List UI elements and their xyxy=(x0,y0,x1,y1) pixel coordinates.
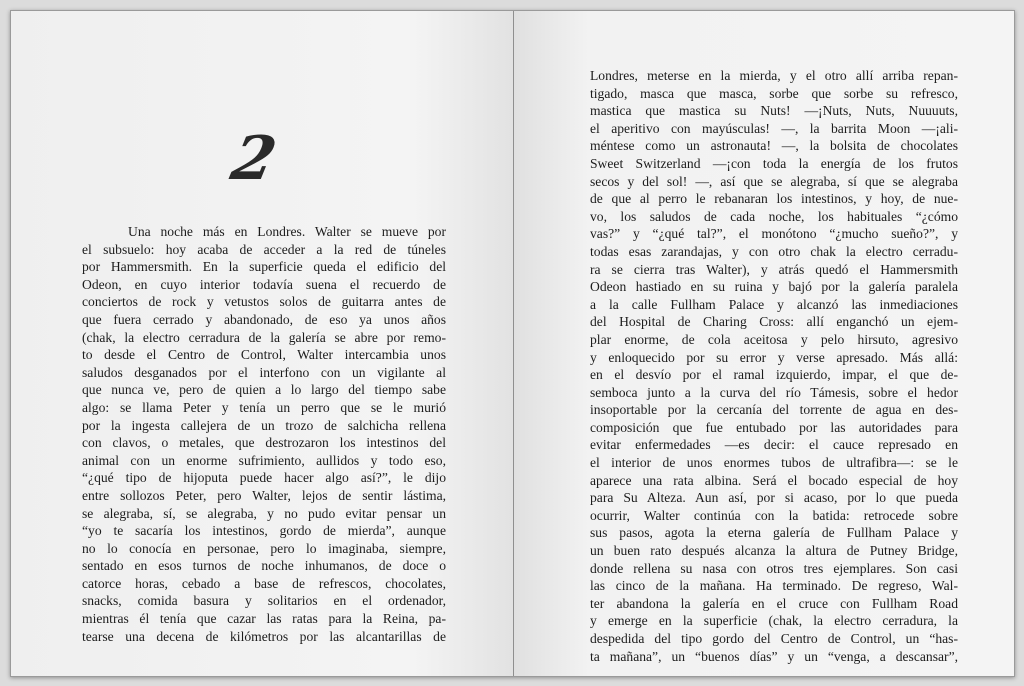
text-line: donde rellena su nasa con otros tres ejemplares. Son casi xyxy=(590,560,958,576)
text-line: sus pasos, agota la eterna galería de Fullham Palace y xyxy=(590,525,958,541)
text-line: snacks, comida basura y solitarios en el ordenador, xyxy=(82,593,446,609)
right-page xyxy=(514,11,1014,676)
text-line: ter abandona la galería en el cruce con Fullham Road xyxy=(590,595,958,611)
text-line: semboca junto a la curva del río Támesis, sobre el hedor xyxy=(590,384,958,400)
text-line: Odeon hastiado en su ruina y bajó por la galería paralela xyxy=(590,279,958,295)
text-line: (chak, la electro cerradura de la galería se abre por remo- xyxy=(82,329,446,345)
text-line: el aperitivo con mayúsculas! —, la barrita Moon —¡ali- xyxy=(590,120,958,136)
text-line: to desde el Centro de Control, Walter intercambia unos xyxy=(82,347,446,363)
text-line: para Su Alteza. Aun así, por si acaso, por lo que pueda xyxy=(590,490,958,506)
text-line: todas esas zarandajas, y con otro chak la electro cerradu- xyxy=(590,243,958,259)
right-page-body-text xyxy=(590,67,958,665)
text-line: por Hammersmith. En la superficie queda el edificio del xyxy=(82,259,446,275)
text-line: secos y del sol! —, así que se alegraba, sí que se alegraba xyxy=(590,173,958,189)
chapter-number: 2 xyxy=(225,124,283,194)
text-line: ocurrir, Walter continúa con la batida: retrocede sobre xyxy=(590,507,958,523)
text-line: a la calle Fullham Palace y alcanzó las inmediaciones xyxy=(590,296,958,312)
text-line: saludos desganados por el interfono con un vigilante al xyxy=(82,364,446,380)
text-line: vas?” y “¿qué tal?”, el monótono “¿mucho sueño?”, y xyxy=(590,226,958,242)
text-line: de que al perro le rebanaran los intestinos, y hoy, de nue- xyxy=(590,191,958,207)
text-line: entre sollozos Peter, pero Walter, lejos de sentir lástima, xyxy=(82,487,446,503)
text-line: evitar enfermedades —es decir: el cauce represado en xyxy=(590,437,958,453)
open-book xyxy=(10,10,1015,677)
text-line: aparece una rata albina. Será el bocado especial de hoy xyxy=(590,472,958,488)
text-line: Una noche más en Londres. Walter se mueve por xyxy=(128,224,446,239)
text-line: por la ingesta callejera de un trozo de salchicha rellena xyxy=(82,417,446,433)
text-line: en el desvío por el ramal izquierdo, impar, el que de- xyxy=(590,367,958,383)
text-line: Sweet Switzerland —¡con toda la energía de los frutos xyxy=(590,155,958,171)
text-line: plar enorme, de cola aceitosa y pelo hirsuto, agresivo xyxy=(590,331,958,347)
text-line: mastica que mastica su Nuts! —¡Nuts, Nuts, Nuuuuts, xyxy=(590,103,958,119)
text-line: catorce horas, cebado a base de refrescos, chocolates, xyxy=(82,575,446,591)
text-line: animal con un enorme sufrimiento, aullidos y todo eso, xyxy=(82,452,446,468)
text-line: Odeon, en cuyo interior todavía suena el recuerdo de xyxy=(82,276,446,292)
text-line: las cinco de la mañana. Ha terminado. De regreso, Wal- xyxy=(590,578,958,594)
text-line: mientras él tenía que cazar las ratas para la Reina, pa- xyxy=(82,611,446,627)
text-line: el subsuelo: hoy acaba de acceder a la red de túneles xyxy=(82,241,446,257)
text-line: méntese como un astronauta! —, la bolsita de chocolates xyxy=(590,138,958,154)
text-line: composición que fue entubado por las autoridades para xyxy=(590,419,958,435)
text-line: ta mañana”, un “buenos días” y un “venga, a descansar”, xyxy=(590,648,958,664)
text-line: y emerge en la superficie (chak, la electro cerradura, la xyxy=(590,613,958,629)
left-page-body-text xyxy=(82,223,446,645)
text-line: conciertos de rock y vetustos solos de guitarra antes de xyxy=(82,294,446,310)
text-line: que fuera cerrado y abandonado, de eso ya unos años xyxy=(82,311,446,327)
text-line: ra se cierra tras Walter), y atrás quedó el Hammersmith xyxy=(590,261,958,277)
text-line: Londres, meterse en la mierda, y el otro allí arriba repan- xyxy=(590,68,958,83)
text-line: tigado, masca que masca, sorbe que sorbe su refresco, xyxy=(590,85,958,101)
text-line: despedida del tipo gordo del Centro de Control, un “has- xyxy=(590,631,958,646)
text-line: “¿qué tipo de hijoputa puede hacer algo así?”, le dijo xyxy=(82,470,446,486)
text-line: sentado en esos turnos de noche inhumanos, de doce o xyxy=(82,558,446,574)
text-line: algo: se llama Peter y tenía un perro que se le murió xyxy=(82,399,446,415)
text-line: se alegraba, sí, se alegraba, y no pudo evitar pensar un xyxy=(82,505,446,521)
text-line: que nunca ve, pero de quien a lo largo del tiempo sabe xyxy=(82,382,446,398)
text-line: insoportable por la cercanía del torrente de agua en des- xyxy=(590,402,958,418)
left-page xyxy=(11,11,514,676)
text-line: del Hospital de Charing Cross: allí enganchó un ejem- xyxy=(590,314,958,330)
text-line: con clavos, o metales, que destrozaron los intestinos del xyxy=(82,435,446,451)
text-line: “yo te sacaría los intestinos, gordo de mierda”, aunque xyxy=(82,523,446,539)
text-line: no lo conocía en personae, pero lo imaginaba, siempre, xyxy=(82,540,446,556)
text-line: y enloquecido por su error y verse apresado. Más allá: xyxy=(590,349,958,365)
text-line: tearse una decena de kilómetros por las alcantarillas de xyxy=(82,628,446,644)
text-line: el interior de unos enormes tubos de ultrafibra—: se le xyxy=(590,455,958,471)
text-line: un buen rato después alcanza la altura de Putney Bridge, xyxy=(590,543,958,559)
text-line: vo, los saludos de cada noche, los habituales “¿cómo xyxy=(590,208,958,224)
